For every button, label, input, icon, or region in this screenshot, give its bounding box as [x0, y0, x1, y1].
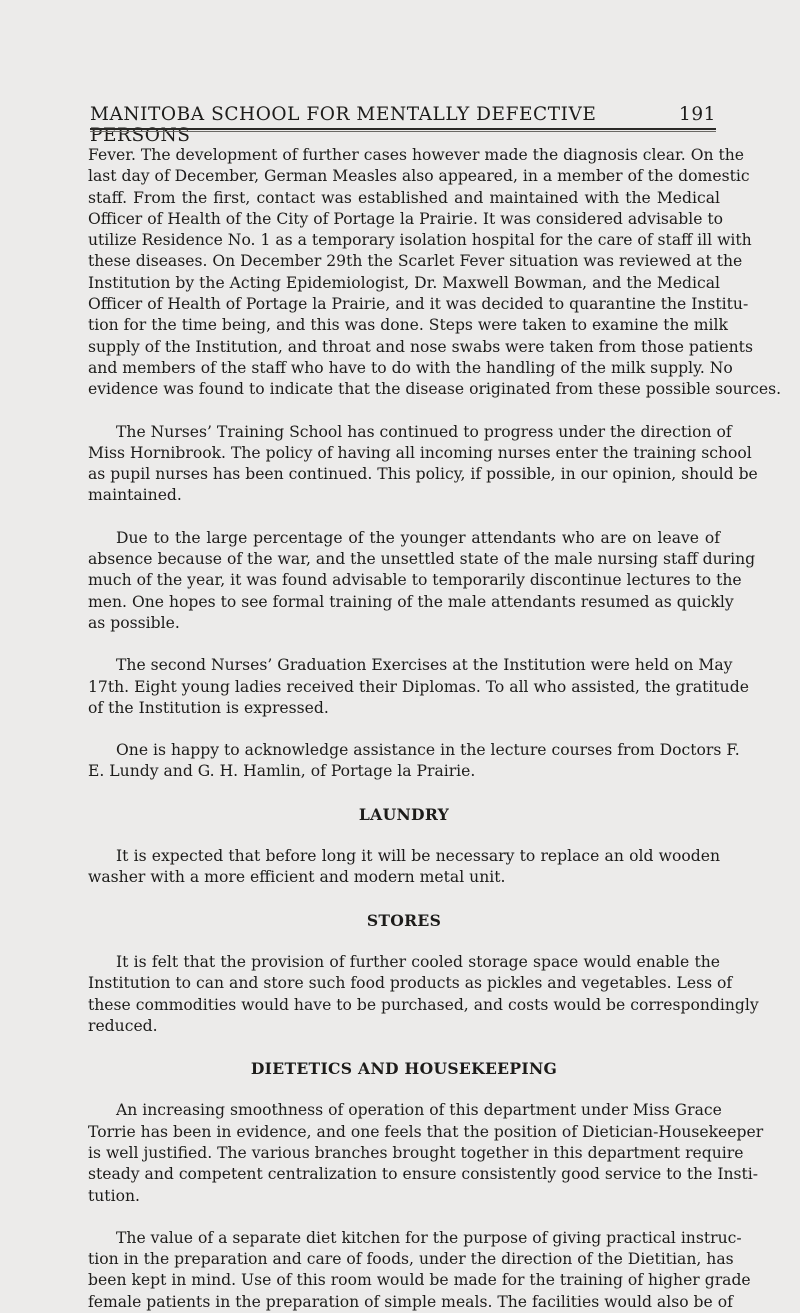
header-rule [90, 128, 716, 130]
text-line: utilize Residence No. 1 as a temporary isolation hospital for the care of staff ill with [88, 231, 752, 250]
text-line: maintained. [88, 486, 182, 505]
text-line: evidence was found to indicate that the disease originated from these possible sources. [88, 380, 782, 399]
text-line: Miss Hornibrook. The policy of having all incoming nurses enter the training school [88, 443, 752, 462]
text-line: tion in the preparation and care of foods, under the direction of the Dietitian, has [88, 1250, 734, 1269]
body-text [88, 145, 782, 1313]
section-heading-stores: STORES [366, 910, 442, 930]
text-line: Officer of Health of Portage la Prairie, and it was decided to quarantine the Institu- [88, 295, 749, 314]
text-line: as possible. [88, 613, 180, 632]
text-line: Institution by the Acting Epidemiologist, Dr. Maxwell Bowman, and the Medical [88, 273, 721, 292]
text-line: reduced. [88, 1016, 158, 1035]
text-line: been kept in mind. Use of this room would be made for the training of higher grade [88, 1271, 751, 1290]
paragraph-diet-kitchen [88, 1228, 751, 1313]
paragraph-fever [88, 145, 782, 401]
text-line: these diseases. On December 29th the Scarlet Fever situation was reviewed at the [88, 252, 743, 271]
text-line: much of the year, it was found advisable to temporarily discontinue lectures to the [88, 571, 742, 590]
text-line: 17th. Eight young ladies received their Diplomas. To all who assisted, the gratitude [88, 677, 749, 696]
paragraph-dietetics [88, 1100, 764, 1206]
paragraph-acknowledgement [88, 740, 740, 783]
text-line: tion for the time being, and this was done. Steps were taken to examine the milk [88, 316, 728, 335]
running-head [90, 104, 716, 146]
text-line: Fever. The development of further cases however made the diagnosis clear. On the [88, 146, 745, 164]
text-line: supply of the Institution, and throat and nose swabs were taken from those patients [88, 337, 753, 356]
text-line: An increasing smoothness of operation of this department under Miss Grace [116, 1101, 722, 1120]
text-line: E. Lundy and G. H. Hamlin, of Portage la Prairie. [88, 762, 476, 781]
text-line: steady and competent centralization to ensure consistently good service to the Insti- [88, 1165, 759, 1184]
running-title: MANITOBA SCHOOL FOR MENTALLY DEFECTIVE PERSONS [90, 104, 597, 146]
text-line: washer with a more efficient and modern metal unit. [88, 868, 506, 887]
text-line: tution. [88, 1186, 140, 1205]
text-line: men. One hopes to see formal training of the male attendants resumed as quickly [88, 592, 734, 611]
page-number: 191 [679, 104, 716, 125]
text-line: last day of December, German Measles also appeared, in a member of the domestic [88, 167, 750, 186]
text-line: The Nurses’ Training School has continued to progress under the direction of [116, 422, 732, 441]
text-line: It is expected that before long it will be necessary to replace an old wooden [116, 847, 720, 866]
text-line: The second Nurses’ Graduation Exercises at the Institution were held on May [116, 656, 733, 675]
text-line: as pupil nurses has been continued. This policy, if possible, in our opinion, should be [88, 465, 758, 484]
text-line: Officer of Health of the City of Portage la Prairie. It was considered advisable to [88, 209, 724, 228]
text-line: Due to the large percentage of the younger attendants who are on leave of [116, 528, 720, 547]
text-line: One is happy to acknowledge assistance in the lecture courses from Doctors F. [116, 741, 740, 760]
paragraph-nurses-training [88, 422, 758, 507]
text-line: Torrie has been in evidence, and one feels that the position of Dietician-Housekeeper [88, 1122, 764, 1141]
text-line: of the Institution is expressed. [88, 698, 329, 717]
text-line: female patients in the preparation of simple meals. The facilities would also be of [88, 1292, 733, 1311]
paragraph-laundry [88, 846, 720, 889]
header-rule-thin [90, 131, 716, 132]
text-line: is well justified. The various branches brought together in this department require [88, 1143, 744, 1162]
section-heading-dietetics: DIETETICS AND HOUSEKEEPING [250, 1059, 558, 1079]
text-line: these commodities would have to be purchased, and costs would be correspondingly [88, 995, 759, 1014]
text-line: absence because of the war, and the unsettled state of the male nursing staff during [88, 550, 756, 569]
text-line: It is felt that the provision of further cooled storage space would enable the [116, 952, 720, 971]
text-line: and members of the staff who have to do with the handling of the milk supply. No [88, 358, 733, 377]
paragraph-graduation [88, 655, 749, 719]
text-line: Institution to can and store such food products as pickles and vegetables. Less of [88, 974, 733, 993]
text-line: staff. From the first, contact was established and maintained with the Medical [88, 188, 720, 207]
section-heading-laundry: LAUNDRY [358, 804, 450, 824]
paragraph-stores [88, 952, 759, 1037]
text-line: The value of a separate diet kitchen for the purpose of giving practical instruc- [116, 1228, 742, 1247]
paragraph-attendants [88, 528, 756, 634]
